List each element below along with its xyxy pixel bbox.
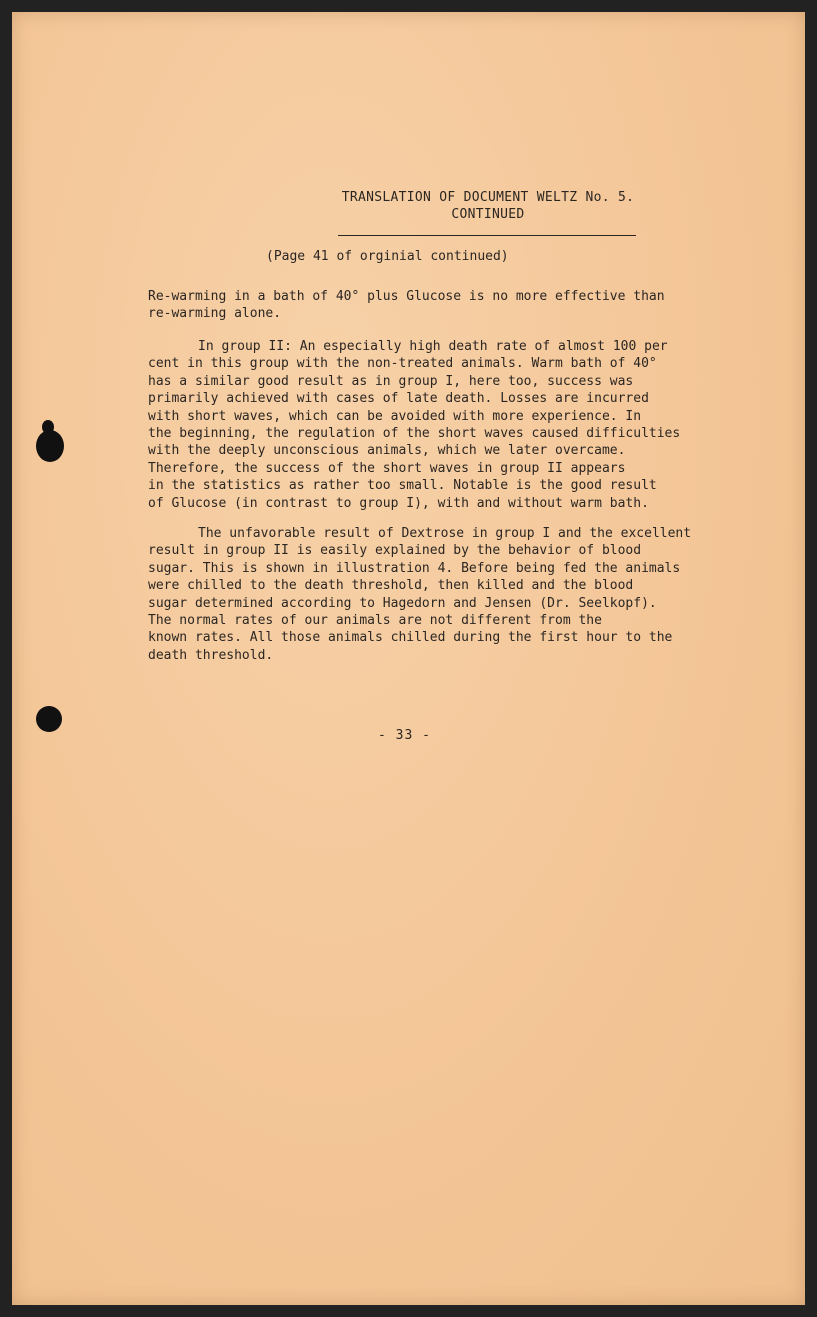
page-number: - 33 - [378, 728, 431, 743]
header-subtitle: CONTINUED [451, 207, 525, 222]
document-header [338, 190, 638, 222]
header-underline [338, 235, 636, 236]
paragraph-group-two: In group II: An especially high death rate of almost 100 per cent in this group with the non-treated animals. Warm bath of 40° has a similar good result as in group I, here too, success was primarily achieved with cases of late death. Losses are incurred with short waves, which can be avoided with more experience. In the beginning, the regulation of the short waves caused difficulties with the deeply unconscious animals, which we later overcame. Therefore, the success of the short waves in group II appears in the statistics as rather too small. Notable is the good result of Glucose (in contrast to group I), with and without warm bath. [148, 339, 681, 511]
document-page [12, 12, 805, 1305]
header-title: TRANSLATION OF DOCUMENT WELTZ No. 5. [341, 190, 635, 205]
punch-hole-top [36, 430, 64, 462]
paragraph-rewarming: Re-warming in a bath of 40° plus Glucose is no more effective than re-warming alone. [148, 289, 665, 322]
source-note: (Page 41 of orginial continued) [266, 249, 509, 264]
punch-hole-bottom [36, 706, 62, 732]
paragraph-dextrose: The unfavorable result of Dextrose in group I and the excellent result in group II is easily explained by the behavior of blood sugar. This is shown in illustration 4. Before being fed the animals were chilled to the death threshold, then killed and the blood sugar determined according to Hagedorn and Jensen (Dr. Seelkopf). The normal rates of our animals are not different from the known rates. All those animals chilled during the first hour to the death threshold. [148, 526, 692, 663]
